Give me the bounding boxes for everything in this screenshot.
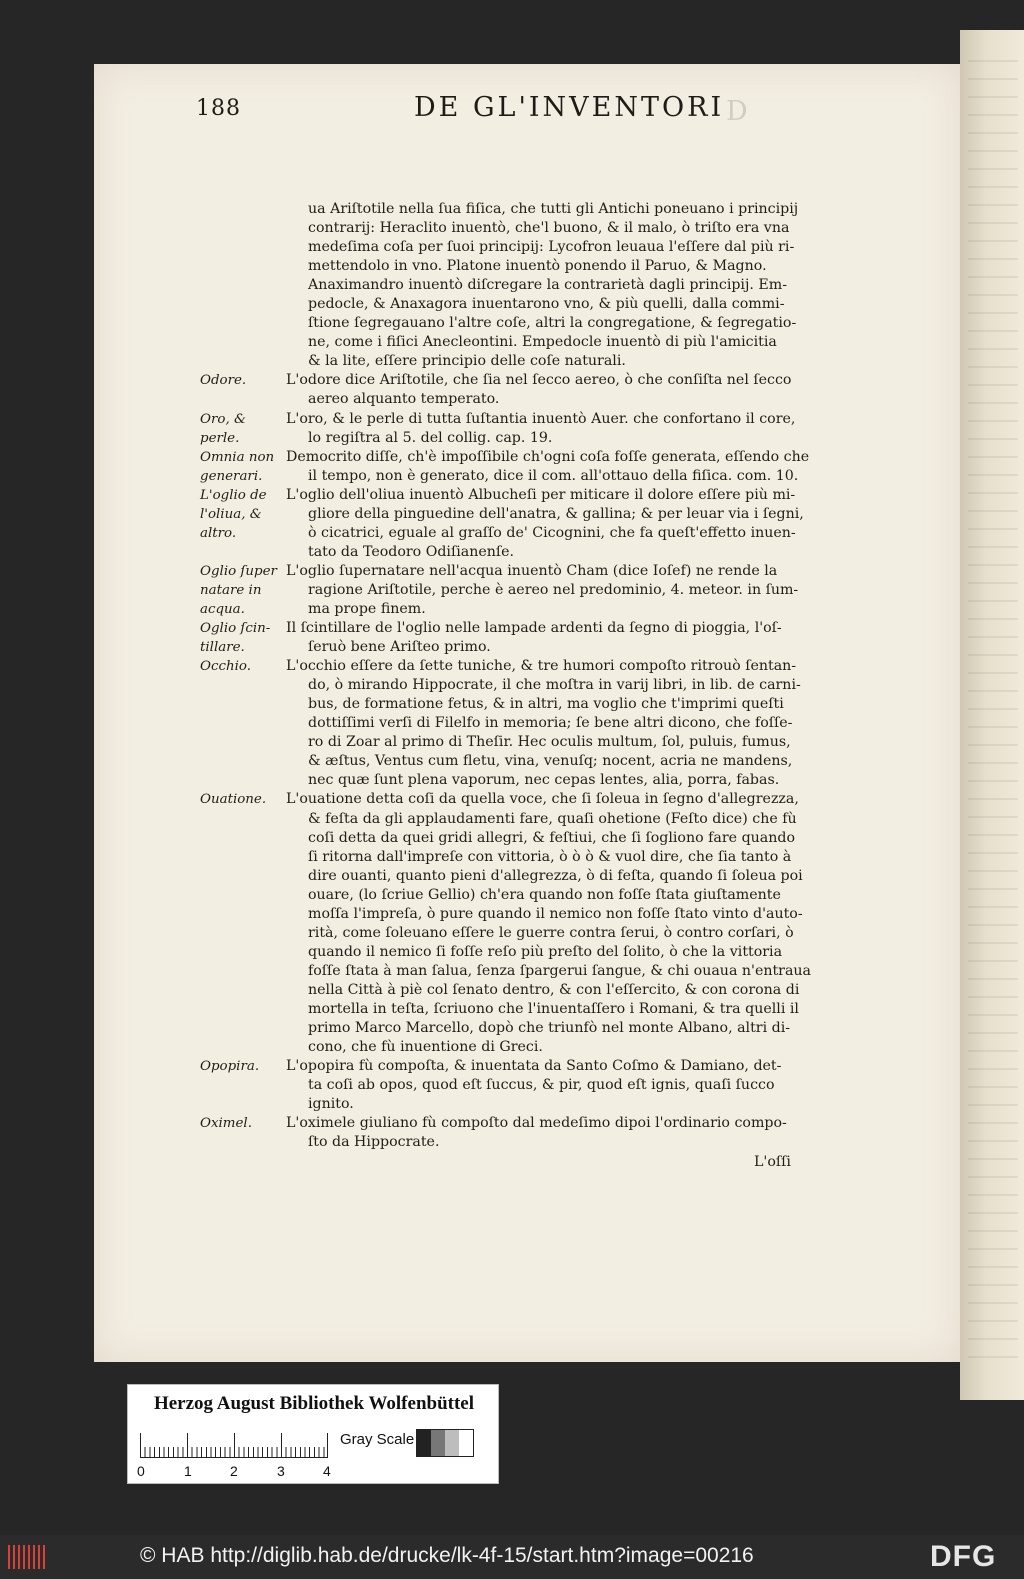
entry-text <box>286 619 840 657</box>
marginal-note: Opopira. <box>200 1059 260 1075</box>
text-line: contrarij: Heraclito inuentò, che'l buono, & il malo, ò triſto era vna <box>308 220 790 237</box>
text-line: & feſta da gli applaudamenti fare, quaſi ohetione (Feſto dice) che fù <box>308 810 797 827</box>
marginal-note: Oglio ſcin- tillare. <box>200 621 271 656</box>
gray-swatch <box>431 1430 445 1456</box>
page-body <box>200 200 840 1152</box>
text-line: ſi ritorna dall'impreſe con vittoria, ò ò ò & vuol dire, che ſia tanto à <box>308 848 792 865</box>
entry-text <box>286 1057 840 1114</box>
text-line: & æſtus, Ventus cum fletu, vina, venuſq; nocent, acria ne mandens, <box>308 753 793 770</box>
ruler-number: 0 <box>137 1463 145 1479</box>
text-line: moſſa l'impreſa, ò pure quando il nemico non foſſe ſtato vinto d'auto- <box>308 905 803 922</box>
text-line: ne, come i fiſici Anecleontini. Empedocle inuentò di più l'amicitia <box>308 334 777 351</box>
text-line: ſeruò bene Ariſteo primo. <box>308 639 491 656</box>
text-line: Democrito diſſe, ch'è impoſſibile ch'ogni coſa foſſe generata, eſſendo che <box>286 448 810 465</box>
text-line: gliore della pinguedine dell'anatra, & gallina; & per leuar via i ſegni, <box>308 505 804 522</box>
marginal-note: L'oglio de l'oliua, & altro. <box>200 487 267 541</box>
entry <box>200 371 840 409</box>
marginal-note: Oximel. <box>200 1116 252 1132</box>
ruler <box>140 1433 328 1458</box>
text-line: nec quæ ſunt plena vaporum, nec cepas lentes, alia, porra, fabas. <box>308 772 780 789</box>
entry-text <box>286 1114 840 1152</box>
text-line: il tempo, non è generato, dice il com. all'ottauo della fiſica. com. 10. <box>308 467 799 484</box>
text-line: ragione Ariſtotile, perche è aereo nel predominio, 4. meteor. in ſum- <box>308 581 799 598</box>
catchword: L'oſſi <box>754 1154 791 1170</box>
text-line: L'ouatione detta coſi da quella voce, che ſi ſoleua in ſegno d'allegrezza, <box>286 791 799 808</box>
text-line: quando il nemico ſi foſſe reſo più preſto del ſolito, ò che la vittoria <box>308 943 783 960</box>
text-line: dire ouanti, quanto pieni d'allegrezza, ò di feſta, quando ſi ſoleua poi <box>308 867 803 884</box>
entry <box>200 562 840 619</box>
gray-scale-bar <box>416 1429 474 1457</box>
text-line: L'oglio ſupernatare nell'acqua inuentò Cham (dice Ioſef) ne rende la <box>286 562 778 579</box>
entry <box>200 1057 840 1114</box>
library-name: Herzog August Bibliothek Wolfenbüttel <box>153 1393 475 1414</box>
color-scale-card <box>127 1384 499 1484</box>
ruler-number: 2 <box>230 1463 238 1479</box>
text-line: L'oglio dell'oliua inuentò Albucheſi per miticare il dolore eſſere più mi- <box>286 486 796 503</box>
text-line: mortella in teſta, ſcriuono che l'inuentaſſero i Romani, & tra quelli il <box>308 1000 799 1017</box>
entry-text <box>286 790 840 1057</box>
text-line: medeſima coſa per ſuoi principij: Lycofron leuaua l'eſſere dal più ri- <box>308 239 795 256</box>
text-line: ro di Zoar al primo di Theſir. Hec oculis multum, ſol, puluis, fumus, <box>308 734 791 751</box>
text-line: Anaximandro inuentò diſcregare la contrarietà dagli principij. Em- <box>308 277 787 294</box>
text-line: tato da Teodoro Odiſianenſe. <box>308 543 515 560</box>
dfg-logo: DFG <box>930 1540 997 1573</box>
entry-text <box>286 486 840 562</box>
gray-swatch <box>445 1430 459 1456</box>
marginal-note: Occhio. <box>200 659 251 675</box>
source-url[interactable]: © HAB http://diglib.hab.de/drucke/lk-4f-15/start.htm?image=00216 <box>140 1544 754 1567</box>
facing-page-text-shadow <box>968 60 1018 1360</box>
entry-text <box>286 562 840 619</box>
text-line: ta coſi ab opos, quod eſt ſuccus, & pir, quod eſt ignis, quaſi ſucco <box>308 1077 775 1094</box>
entry <box>200 619 840 657</box>
entry <box>200 486 840 562</box>
text-line: ſto da Hippocrate. <box>308 1134 440 1151</box>
text-line: ua Ariſtotile nella ſua fiſica, che tutti gli Antichi poneuano i principij <box>308 201 799 217</box>
text-line: ignito. <box>308 1096 354 1113</box>
gray-scale-label: Gray Scale <box>340 1431 415 1448</box>
ruler-number: 3 <box>277 1463 285 1479</box>
text-line: L'oro, & le perle di tutta ſuſtantia inuentò Auer. che confortano il core, <box>286 410 796 427</box>
marginal-note: Oglio ſuper natare in acqua. <box>200 563 277 617</box>
text-line: ouare, (lo ſcriue Gellio) ch'era quando non foſſe ſtata giuſtamente <box>308 886 781 903</box>
text-line: aereo alquanto temperato. <box>308 391 500 408</box>
entry <box>200 1114 840 1152</box>
footer-bar <box>0 1535 1024 1579</box>
entry <box>200 448 840 486</box>
text-line: do, ò mirando Hippocrate, il che moſtra in varij libri, in lib. de carni- <box>308 677 801 694</box>
text-line: foſſe ſtata à man ſalua, ſenza ſpargerui ſangue, & chi ouaua n'entraua <box>308 962 812 979</box>
running-title: DE GL'INVENTORI <box>414 92 725 123</box>
marginal-note: Omnia non generari. <box>200 449 275 484</box>
text-line: pedocle, & Anaxagora inuentarono vno, & più quelli, dalla commi- <box>308 296 785 313</box>
entry <box>200 200 840 371</box>
text-line: Il ſcintillare de l'oglio nelle lampade ardenti da ſegno di pioggia, l'oſ- <box>286 620 782 637</box>
entry-text <box>286 657 840 790</box>
text-line: L'opopira fù compoſta, & inuentata da Santo Coſmo & Damiano, det- <box>286 1058 782 1075</box>
text-line: ò cicatrici, eguale al graſſo de' Cicognini, che fa queſt'effetto inuen- <box>308 524 796 541</box>
text-line: rità, come ſoleuano eſſere le guerre contra ſerui, ò contro corſari, ò <box>308 924 794 941</box>
text-line: L'odore dice Ariſtotile, che ſia nel ſecco aereo, ò che conſiſta nel ſecco <box>286 372 792 389</box>
text-line: cono, che fù inuentione di Greci. <box>308 1039 543 1056</box>
marginal-note: Oro, & perle. <box>200 411 246 446</box>
text-line: & la lite, eſſere principio delle coſe naturali. <box>308 353 626 370</box>
entry-text <box>286 200 840 371</box>
ruler-number: 4 <box>323 1463 331 1479</box>
marginal-note: Odore. <box>200 373 247 389</box>
text-line: dottiſſimi verſi di Filelfo in memoria; ſe bene altri dicono, che foſſe- <box>308 715 793 732</box>
page-number: 188 <box>196 96 241 121</box>
text-line: mettendolo in vno. Platone inuentò ponendo il Paruo, & Magno. <box>308 258 767 275</box>
text-line: L'occhio eſſere da ſette tuniche, & tre humori compoſto ritrouò ſentan- <box>286 658 797 675</box>
text-line: ſtione ſegregauano l'altre coſe, altri la congregatione, & ſegregatio- <box>308 315 797 332</box>
text-line: nella Città à piè col ſenato dentro, & con l'eſſercito, & con corona di <box>308 981 800 998</box>
marginal-note: Ouatione. <box>200 792 267 808</box>
text-line: coſi detta da quei gridi allegri, & feſtiui, che ſi ſogliono fare quando <box>308 829 796 846</box>
entry <box>200 790 840 1057</box>
entry <box>200 657 840 790</box>
barcode-icon <box>8 1545 46 1569</box>
text-line: L'oximele giuliano fù compoſto dal medeſimo dipoi l'ordinario compo- <box>286 1115 787 1132</box>
entry-text <box>286 448 840 486</box>
show-through-title: D <box>726 96 748 127</box>
text-line: primo Marco Marcello, dopò che triunfò nel monte Albano, altri di- <box>308 1020 791 1037</box>
text-line: lo regiſtra al 5. del collig. cap. 19. <box>308 429 553 446</box>
entry <box>200 410 840 448</box>
gray-swatch <box>459 1430 473 1456</box>
ruler-number: 1 <box>184 1463 192 1479</box>
text-line: ma prope finem. <box>308 600 426 617</box>
entry-text <box>286 371 840 409</box>
entry-text <box>286 410 840 448</box>
gray-swatch <box>417 1430 431 1456</box>
text-line: bus, de formatione fetus, & in altri, ma voglio che t'imprimi queſti <box>308 696 784 713</box>
page-header <box>196 92 736 132</box>
